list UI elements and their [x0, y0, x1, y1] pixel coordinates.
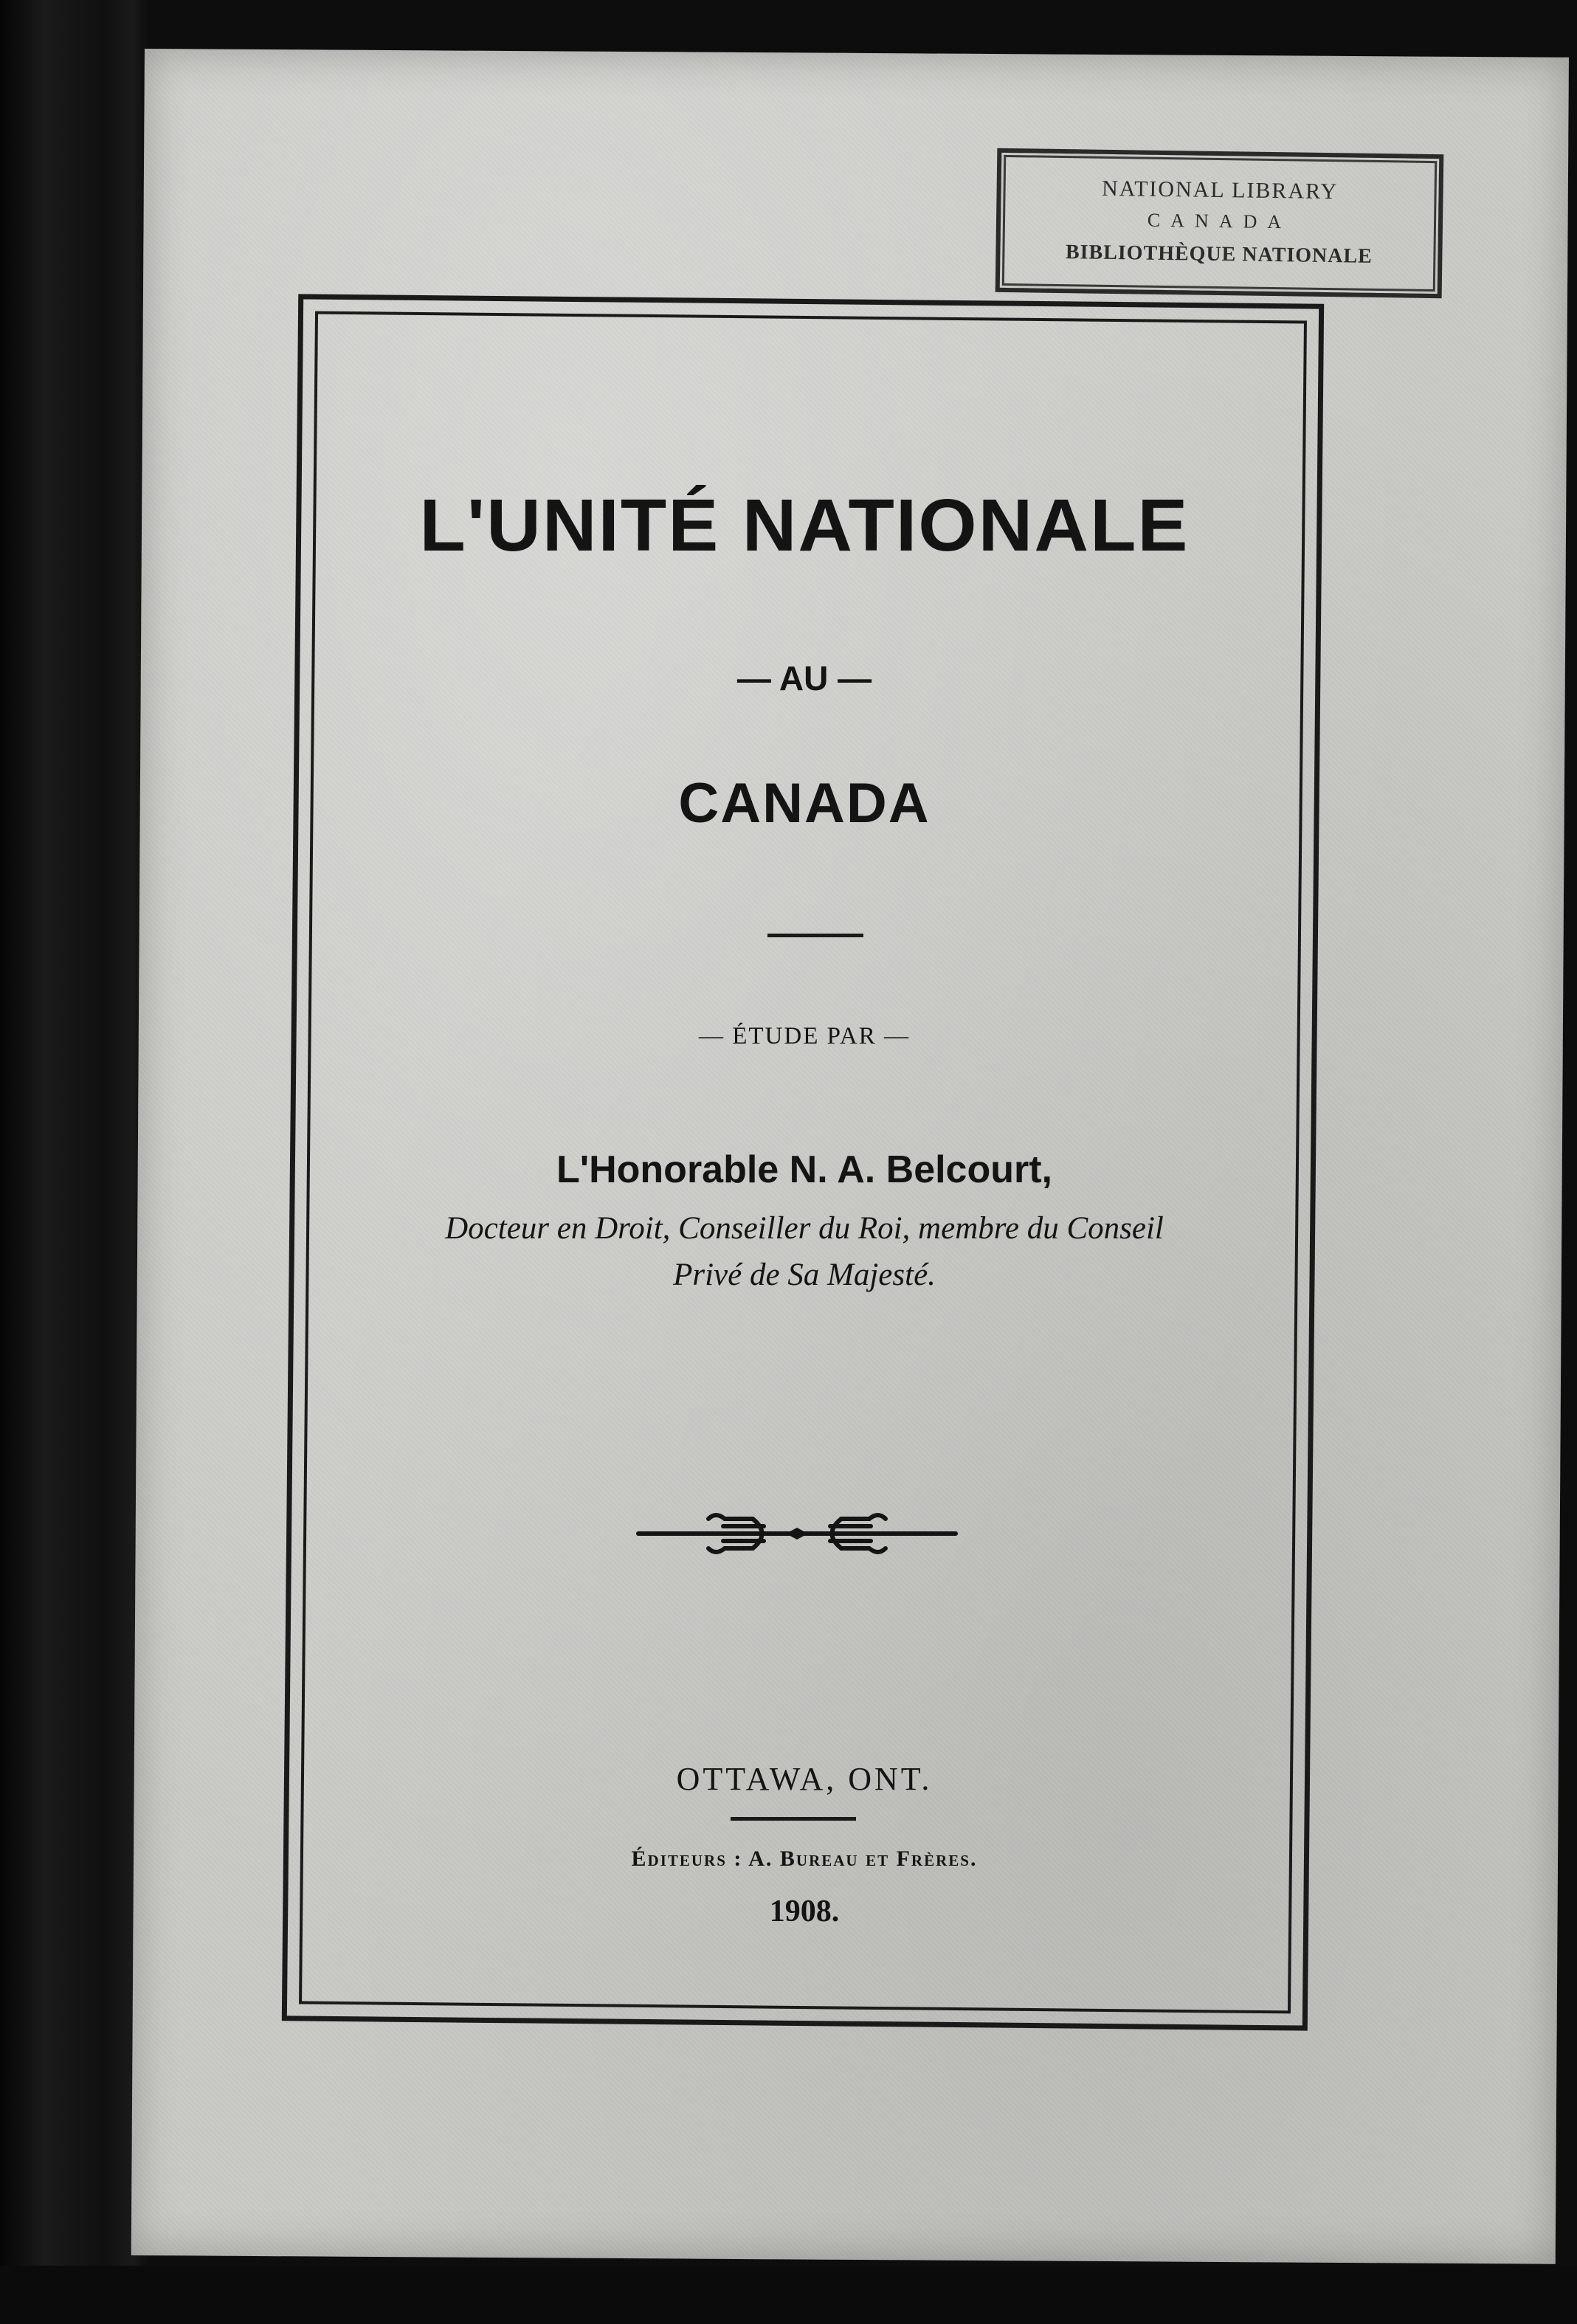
author-name: L'Honorable N. A. Belcourt, [556, 1148, 1053, 1191]
stamp-line-3: BIBLIOTHÈQUE NATIONALE [1065, 241, 1373, 268]
stamp-line-2: CANADA [1147, 209, 1292, 233]
title-country: CANADA [678, 772, 931, 835]
publication-place: OTTAWA, ONT. [676, 1761, 933, 1797]
author-credentials-line-1: Docteur en Droit, Conseiller du Roi, membre du Conseil [445, 1211, 1164, 1246]
divider-rule [767, 934, 863, 937]
byline-intro: — ÉTUDE PAR — [698, 1023, 911, 1049]
ornament-icon [635, 1506, 959, 1561]
stamp-line-1: NATIONAL LIBRARY [1101, 176, 1339, 204]
author-credentials-line-2: Privé de Sa Majesté. [673, 1258, 936, 1292]
title-connector: — AU — [736, 659, 872, 697]
publication-year: 1908. [769, 1894, 840, 1928]
scan-bottom-edge [0, 2266, 1577, 2324]
publisher: Éditeurs : A. Bureau et Frères. [631, 1847, 978, 1871]
divider-rule-imprint [731, 1817, 856, 1821]
page-title: L'UNITÉ NATIONALE [419, 484, 1190, 567]
library-stamp [995, 148, 1444, 298]
